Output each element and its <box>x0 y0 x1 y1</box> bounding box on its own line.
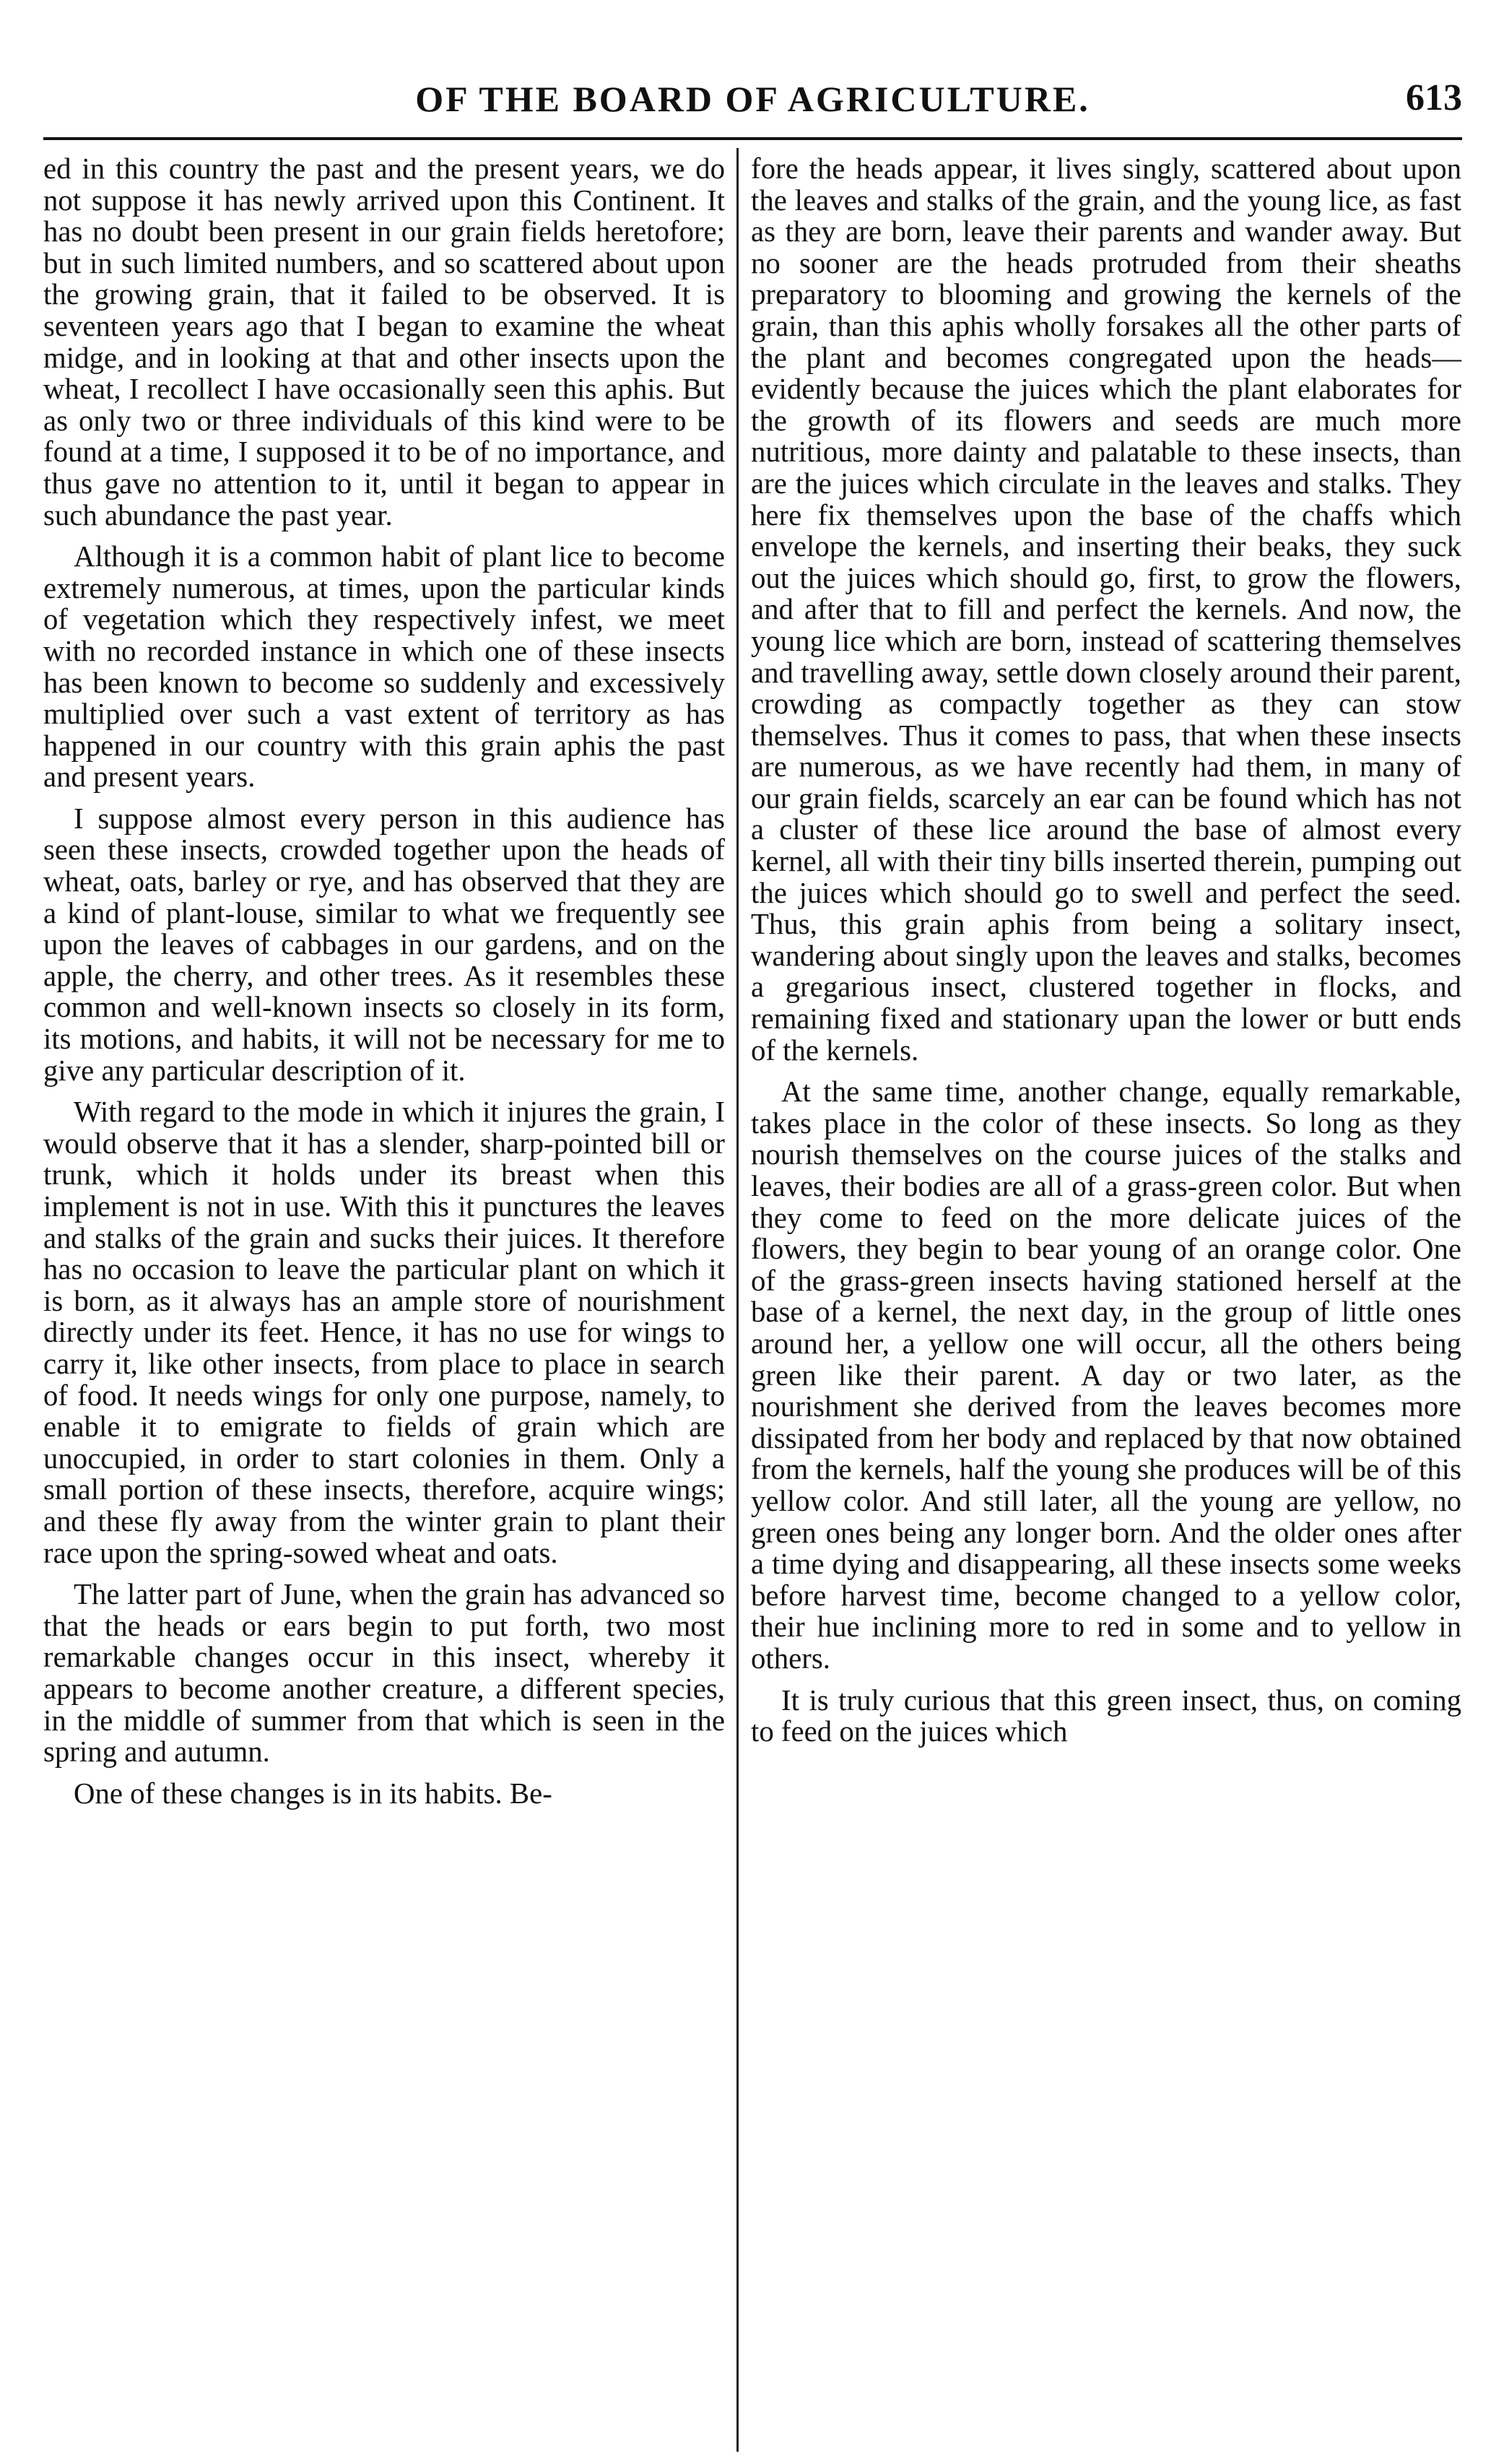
paragraph: One of these changes is in its habits. Be- <box>74 1777 552 1810</box>
running-title: OF THE BOARD OF AGRICULTURE. <box>415 79 1090 119</box>
header-rule <box>43 137 1462 140</box>
paragraph: It is truly curious that this green insect, thus, on coming to feed on the juices which <box>751 1683 1461 1748</box>
paragraph: The latter part of June, when the grain has advanced so that the heads or ears begin to put forth, two most remarkable changes occur in this insect, whereby it appears to become another creature, a different species, in the middle of summer from that which is seen in the spring and autumn. <box>43 1578 725 1769</box>
paragraph: With regard to the mode in which it injures the grain, I would observe that it has a slender, sharp-pointed bill or trunk, which it holds under its breast when this implement is not in use. With this it punctures the leaves and stalks of the grain and sucks their juices. It therefore has no occasion to leave the particular plant on which it is born, as it always has an ample store of nourishment directly under its feet. Hence, it has no use for wings to carry it, like other insects, from place to place in search of food. It needs wings for only one purpose, namely, to enable it to emigrate to fields of grain which are unoccupied, in order to start colonies in them. Only a small portion of these insects, therefore, acquire wings; and these fly away from the winter grain to plant their race upon the spring-sowed wheat and oats. <box>43 1096 725 1569</box>
paragraph: fore the heads appear, it lives singly, scattered about upon the leaves and stalks of the grain, and the young lice, as fast as they are born, leave their parents and wander away. But no sooner are the heads protruded from their sheaths preparatory to blooming and growing the kernels of the grain, than this aphis wholly forsakes all the other parts of the plant and becomes congregated upon the heads—evidently because the juices which the plant elaborates for the growth of its flowers and seeds are much more nutritious, more dainty and palatable to these insects, than are the juices which circulate in the leaves and stalks. They here fix themselves upon the base of the chaffs which envelope the kernels, and inserting their beaks, they suck out the juices which should go, first, to grow the flowers, and after that to fill and perfect the kernels. And now, the young lice which are born, instead of scattering themselves and travelling away, settle down closely around their parent, crowding as compactly together as they can stow themselves. Thus it comes to pass, that when these insects are numerous, as we have recently had them, in many of our grain fields, scarcely an ear can be found which has not a cluster of these lice around the base of almost every kernel, all with their tiny bills inserted therein, pumping out the juices which should go to swell and perfect the seed. Thus, this grain aphis from being a solitary insect, wandering about singly upon the leaves and stalks, becomes a gregarious insect, clustered together in flocks, and remaining fixed and stationary upan the lower or butt ends of the kernels. <box>751 152 1461 1067</box>
right-column <box>751 153 1461 2450</box>
paragraph: At the same time, another change, equally remarkable, takes place in the color of these insects. So long as they nourish themselves on the course juices of the stalks and leaves, their bodies are all of a grass-green color. But when they come to feed on the more delicate juices of the flowers, they begin to bear young of an orange color. One of the grass-green insects having stationed herself at the base of a kernel, the next day, in the group of little ones around her, a yellow one will occur, all the others being green like their parent. A day or two later, as the nourishment she derived from the leaves becomes more dissipated from her body and replaced by that now obtained from the kernels, half the young she produces will be of this yellow color. And still later, all the young are yellow, no green ones being any longer born. And the older ones after a time dying and disappearing, all these insects some weeks before harvest time, become changed to a yellow color, their hue inclining more to red in some and to yellow in others. <box>751 1075 1461 1675</box>
paragraph: Although it is a common habit of plant lice to become extremely numerous, at times, upon the particular kinds of vegetation which they respectively infest, we meet with no recorded instance in which one of these insects has been known to become so suddenly and excessively multiplied over such a vast extent of territory as has happened in our country with this grain aphis the past and present years. <box>43 540 725 794</box>
paragraph: ed in this country the past and the present years, we do not suppose it has newly arrived upon this Continent. It has no doubt been present in our grain fields heretofore; but in such limited numbers, and so scattered about upon the growing grain, that it failed to be observed. It is seventeen years ago that I began to examine the wheat midge, and in looking at that and other insects upon the wheat, I recollect I have occasionally seen this aphis. But as only two or three individuals of this kind were to be found at a time, I supposed it to be of no importance, and thus gave no attention to it, until it began to appear in such abundance the past year. <box>43 152 725 532</box>
page-number: 613 <box>1406 77 1462 118</box>
column-divider <box>736 148 739 2452</box>
left-column <box>43 153 725 2450</box>
page-header <box>43 58 1462 130</box>
paragraph: I suppose almost every person in this audience has seen these insects, crowded together upon the heads of wheat, oats, barley or rye, and has observed that they are a kind of plant-louse, similar to what we frequently see upon the leaves of cabbages in our gardens, and on the apple, the cherry, and other trees. As it resembles these common and well-known insects so closely in its form, its motions, and habits, it will not be necessary for me to give any particular description of it. <box>43 802 725 1087</box>
